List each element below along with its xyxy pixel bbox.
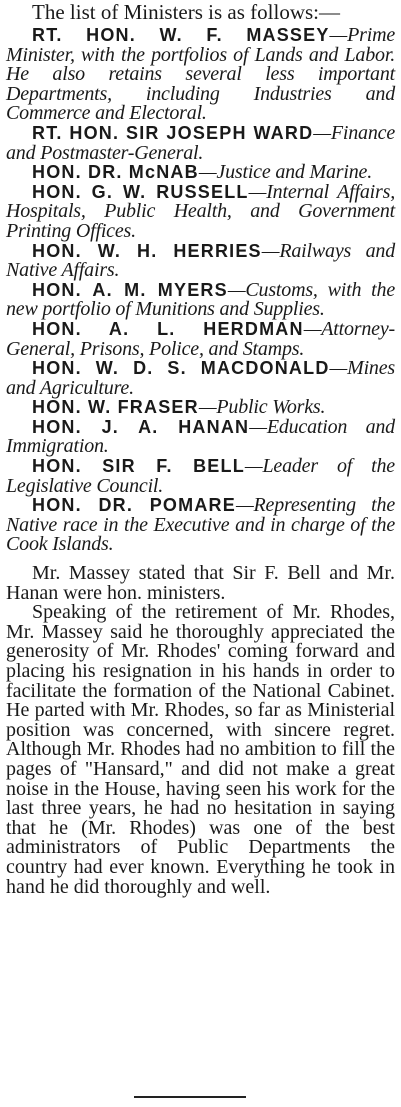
minister-portfolio: —Education and Immigration. xyxy=(6,415,395,458)
minister-portfolio: —Public Works. xyxy=(198,396,326,419)
minister-entry xyxy=(6,457,395,496)
minister-portfolio: —Representing the Native race in the Executive and in charge of the Cook Islands. xyxy=(6,494,395,556)
minister-name: HON. A. M. MYERS xyxy=(32,279,228,300)
minister-name: HON. DR. McNAB xyxy=(32,162,199,183)
minister-entry xyxy=(6,317,395,360)
minister-name: HON. W. D. S. MACDONALD xyxy=(32,358,330,379)
minister-entry xyxy=(6,121,395,164)
minister-portfolio: —Leader of the Legislative Council. xyxy=(6,455,395,497)
minister-portfolio: —Prime Minister, with the portfolios of Lands and Labor. He also retains several less important Departments, including Industries and Commerce and Electoral. xyxy=(6,24,395,125)
body-paragraph: Mr. Massey stated that Sir F. Bell and Mr. Hanan were hon. ministers. xyxy=(6,562,395,604)
minister-name: HON. J. A. HANAN xyxy=(32,416,250,437)
minister-list xyxy=(6,26,395,555)
minister-entry xyxy=(6,239,395,282)
minister-name: HON. A. L. HERDMAN xyxy=(32,318,304,339)
list-intro: The list of Ministers is as follows:— xyxy=(32,0,340,24)
minister-portfolio: —Railways and Native Affairs. xyxy=(6,239,395,282)
minister-entry xyxy=(6,496,395,555)
minister-name: HON. DR. POMARE xyxy=(32,495,236,516)
minister-portfolio: —Internal Affairs, Hospitals, Public Health, and Government Printing Offices. xyxy=(6,180,396,242)
minister-portfolio: —Mines and Agriculture. xyxy=(6,357,395,399)
minister-portfolio: —Justice and Marine. xyxy=(198,161,373,184)
minister-entry xyxy=(6,278,395,321)
closing-rule xyxy=(134,1096,246,1098)
minister-name: HON. W. FRASER xyxy=(32,397,199,418)
minister-name: RT. HON. W. F. MASSEY xyxy=(32,25,330,45)
minister-entry xyxy=(6,26,395,124)
minister-name: HON. SIR F. BELL xyxy=(32,456,245,477)
minister-name: HON. G. W. RUSSELL xyxy=(32,181,249,202)
minister-name: HON. W. H. HERRIES xyxy=(32,240,262,261)
minister-portfolio: —Attorney-General, Prisons, Police, and Stamps. xyxy=(6,317,395,360)
minister-entry xyxy=(6,415,395,458)
minister-entry xyxy=(6,359,395,398)
minister-name: RT. HON. SIR JOSEPH WARD xyxy=(32,122,314,143)
body-paragraph: Speaking of the retirement of Mr. Rhodes, Mr. Massey said he thoroughly appreciated the generosity of Mr. Rhodes' coming forward and placing his resignation in his hands in order to facilitate the formation of the National Cabinet. He parted with Mr. Rhodes, so far as Ministerial position was concerned, with sincere regret. Although Mr. Rhodes had no ambition to fill the pages of "Hansard," and did not make a great noise in the House, having seen his work for the last three years, he had no hesitation in saying that he (Mr. Rhodes) was one of the best administrators of Public Departments the country had ever known. Everything he took in hand he did thoroughly and well. xyxy=(6,601,395,898)
minister-portfolio: —Finance and Postmaster-General. xyxy=(6,121,395,164)
minister-entry xyxy=(6,180,396,242)
minister-portfolio: —Customs, with the new portfolio of Munitions and Supplies. xyxy=(6,278,395,321)
